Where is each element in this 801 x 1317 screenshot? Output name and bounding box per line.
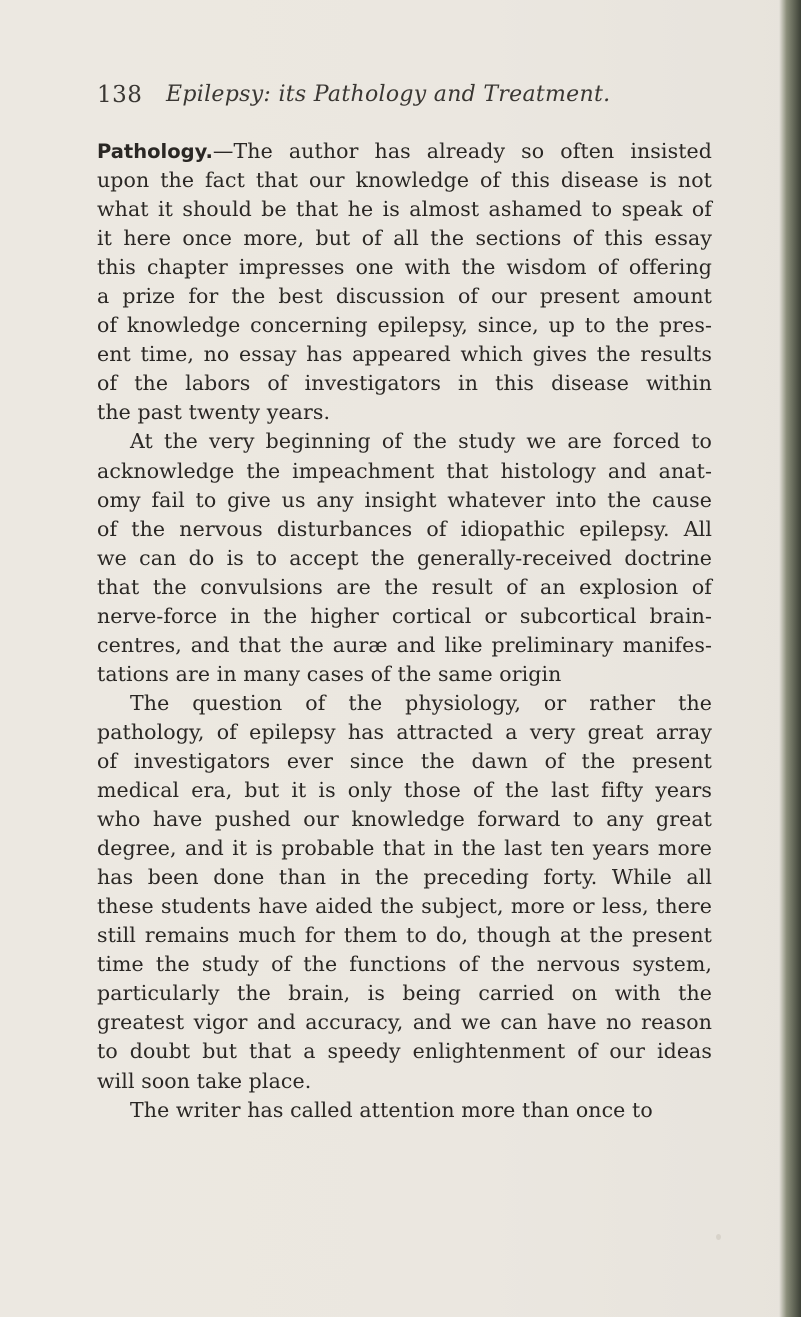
text-line: this chapter impresses one with the wisdom of offering [97, 255, 712, 280]
text-line: the past twenty years. [97, 400, 331, 425]
text-line: omy fail to give us any insight whatever into the cause [97, 487, 712, 512]
text-line: will soon take place. [97, 1068, 312, 1093]
text-line: pathology, of epilepsy has attracted a very great array [97, 719, 712, 744]
running-head [97, 82, 737, 114]
text-line: ent time, no essay has appeared which gives the results [97, 342, 712, 367]
text-line: At the very beginning of the study we are forced to [130, 429, 712, 454]
text-line: who have pushed our knowledge forward to any great [97, 807, 712, 832]
text-line: The question of the physiology, or rather the [130, 690, 712, 715]
body-text [97, 137, 712, 1125]
text-line: acknowledge the impeachment that histology and anat- [97, 458, 712, 483]
text-line: of investigators ever since the dawn of the present [97, 748, 712, 773]
text-line: we can do is to accept the generally-received doctrine [97, 545, 712, 570]
text-line: these students have aided the subject, more or less, there [97, 894, 712, 919]
text-line: still remains much for them to do, though at the present [97, 923, 712, 948]
text-line: has been done than in the preceding forty. While all [97, 865, 712, 890]
text-line: that the convulsions are the result of an explosion of [97, 574, 712, 599]
text-line: what it should be that he is almost ashamed to speak of [97, 197, 712, 222]
running-title: Epilepsy: its Pathology and Treatment. [166, 82, 611, 107]
page-edge-shadow [779, 0, 801, 1317]
text-line: of knowledge concerning epilepsy, since, up to the pres- [97, 313, 712, 338]
text-line: upon the fact that our knowledge of this disease is not [97, 168, 712, 193]
text-line: centres, and that the auræ and like preliminary manifes- [97, 632, 712, 657]
text-line: particularly the brain, is being carried on with the [97, 981, 712, 1006]
text-line: to doubt but that a speedy enlightenment of our ideas [97, 1039, 712, 1064]
text-span: —The author has already so often insisted [212, 139, 712, 163]
paper-speck [716, 1234, 721, 1240]
text-line: medical era, but it is only those of the last fifty years [97, 778, 712, 803]
text-line: greatest vigor and accuracy, and we can have no reason [97, 1010, 712, 1035]
text-line: tations are in many cases of the same origin [97, 661, 562, 686]
text-line: of the labors of investigators in this disease within [97, 371, 712, 396]
text-line: nerve-force in the higher cortical or subcortical brain- [97, 603, 712, 628]
page-number: 138 [97, 82, 143, 108]
text-line: time the study of the functions of the nervous system, [97, 952, 712, 977]
section-heading: Pathology. [97, 140, 213, 163]
text-line: a prize for the best discussion of our present amount [97, 284, 712, 309]
text-line: it here once more, but of all the sections of this essay [97, 226, 712, 251]
text-line: degree, and it is probable that in the last ten years more [97, 836, 712, 861]
text-line: of the nervous disturbances of idiopathic epilepsy. All [97, 516, 712, 541]
text-line: The writer has called attention more than once to [130, 1097, 653, 1122]
text-line [97, 137, 712, 166]
